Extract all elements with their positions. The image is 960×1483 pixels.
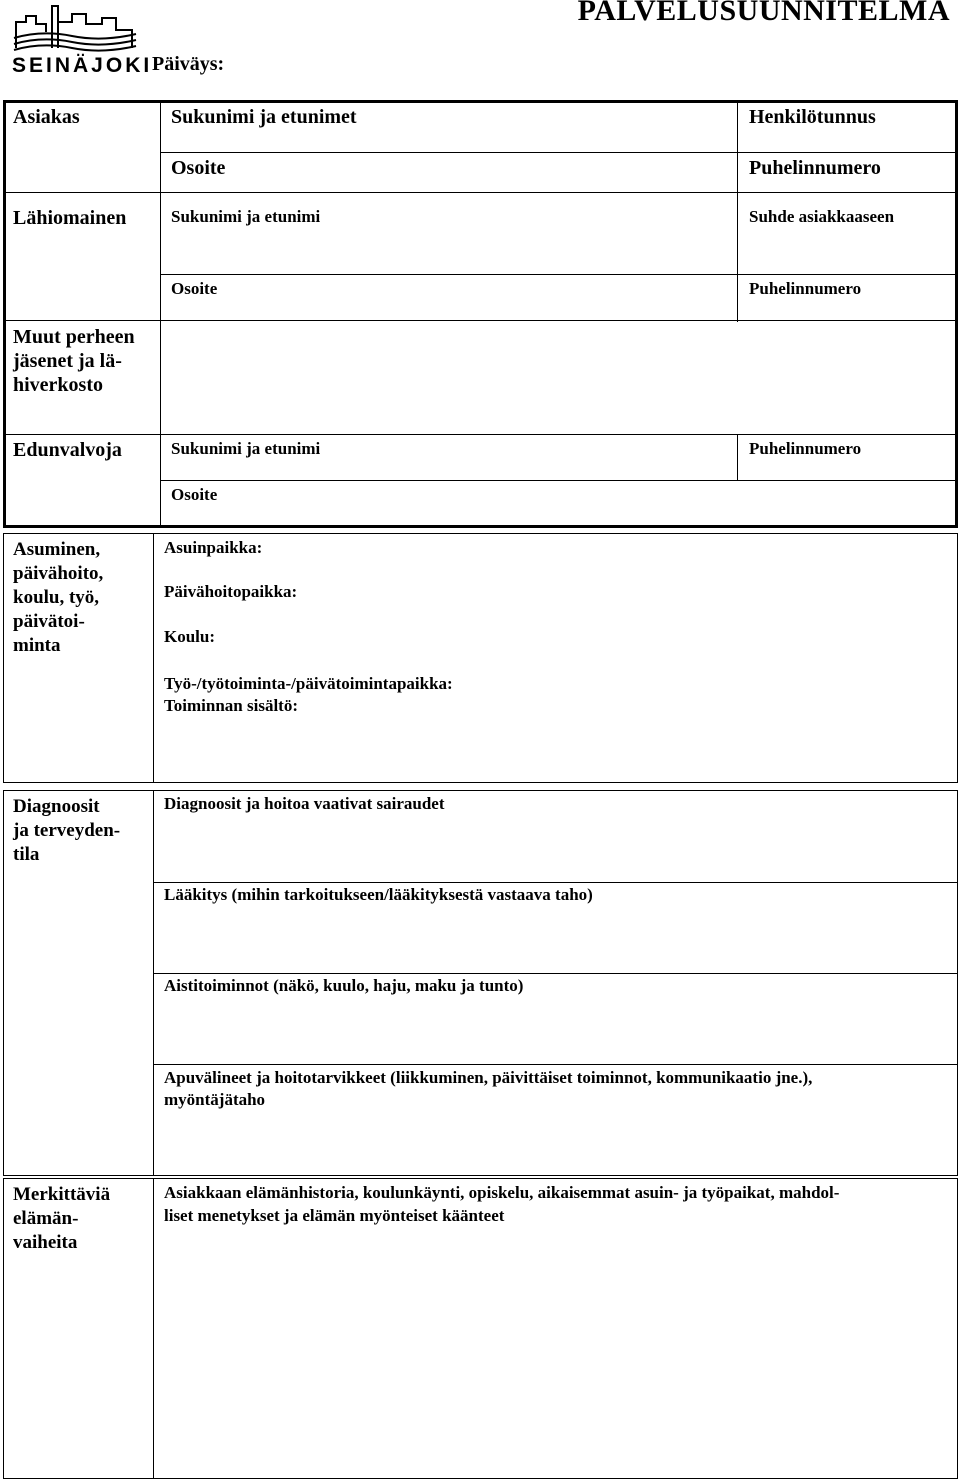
relative-relation-field[interactable]: Suhde asiakkaaseen xyxy=(749,207,895,226)
divider xyxy=(737,100,738,322)
divider xyxy=(737,434,738,481)
school-field[interactable]: Koulu: xyxy=(164,627,216,646)
guardian-label: Edunvalvoja xyxy=(13,439,122,461)
guardian-phone-field[interactable]: Puhelinnumero xyxy=(749,439,862,458)
life-history-field-line-1[interactable]: Asiakkaan elämänhistoria, koulunkäynti, opiskelu, aikaisemmat asuin- ja työpaikat, mahdol- xyxy=(164,1183,840,1202)
family-label-line-3: hiverkosto xyxy=(13,374,103,396)
divider xyxy=(153,1178,154,1479)
living-label-line-1: Asuminen, xyxy=(13,539,101,560)
divider xyxy=(3,434,958,435)
aids-field-line-2[interactable]: myöntäjätaho xyxy=(164,1090,266,1109)
divider xyxy=(160,100,161,528)
client-id-field[interactable]: Henkilötunnus xyxy=(749,106,876,128)
senses-field[interactable]: Aistitoiminnot (näkö, kuulo, haju, maku ja tunto) xyxy=(164,976,524,995)
work-field[interactable]: Työ-/työtoiminta-/päivätoimintapaikka: xyxy=(164,674,453,693)
aids-field-line-1[interactable]: Apuvälineet ja hoitotarvikkeet (liikkuminen, päivittäiset toiminnot, kommunikaatio jne.), xyxy=(164,1068,813,1087)
divider xyxy=(3,192,958,193)
health-label-line-1: Diagnoosit xyxy=(13,796,100,817)
divider xyxy=(153,1064,958,1065)
relative-address-field[interactable]: Osoite xyxy=(171,279,218,298)
living-label-line-4: päivätoi- xyxy=(13,611,85,632)
guardian-address-field[interactable]: Osoite xyxy=(171,485,218,504)
medication-field[interactable]: Lääkitys (mihin tarkoitukseen/lääkityksestä vastaava taho) xyxy=(164,885,593,904)
client-name-field[interactable]: Sukunimi ja etunimet xyxy=(171,106,357,128)
divider xyxy=(160,152,958,153)
client-label: Asiakas xyxy=(13,106,80,128)
guardian-name-field[interactable]: Sukunimi ja etunimi xyxy=(171,439,321,458)
health-label-line-2: ja terveyden- xyxy=(13,820,121,841)
relative-name-field[interactable]: Sukunimi ja etunimi xyxy=(171,207,321,226)
activity-field[interactable]: Toiminnan sisältö: xyxy=(164,696,298,715)
residence-field[interactable]: Asuinpaikka: xyxy=(164,538,263,557)
health-label-line-3: tila xyxy=(13,844,40,865)
relative-phone-field[interactable]: Puhelinnumero xyxy=(749,279,862,298)
life-label-line-3: vaiheita xyxy=(13,1232,78,1253)
date-label: Päiväys: xyxy=(152,53,225,75)
divider xyxy=(160,480,958,481)
client-phone-field[interactable]: Puhelinnumero xyxy=(749,157,881,179)
divider xyxy=(3,320,958,321)
living-label-line-5: minta xyxy=(13,635,61,656)
divider xyxy=(153,533,154,783)
diagnoses-field[interactable]: Diagnoosit ja hoitoa vaativat sairaudet xyxy=(164,794,445,813)
divider xyxy=(160,274,958,275)
logo-wordmark: SEINÄJOKI xyxy=(12,54,153,77)
family-label-line-2: jäsenet ja lä- xyxy=(13,350,122,372)
living-label-line-3: koulu, työ, xyxy=(13,587,100,608)
document-title: PALVELUSUUNNITELMA xyxy=(577,0,950,27)
living-section xyxy=(3,533,958,783)
life-label-line-2: elämän- xyxy=(13,1208,79,1229)
living-label-line-2: päivähoito, xyxy=(13,563,104,584)
life-label-line-1: Merkittäviä xyxy=(13,1184,111,1205)
life-history-field-line-2[interactable]: liset menetykset ja elämän myönteiset käänteet xyxy=(164,1206,505,1225)
divider xyxy=(153,790,154,1176)
relative-label: Lähiomainen xyxy=(13,207,127,229)
daycare-field[interactable]: Päivähoitopaikka: xyxy=(164,582,298,601)
client-address-field[interactable]: Osoite xyxy=(171,157,226,179)
family-label-line-1: Muut perheen xyxy=(13,326,135,348)
